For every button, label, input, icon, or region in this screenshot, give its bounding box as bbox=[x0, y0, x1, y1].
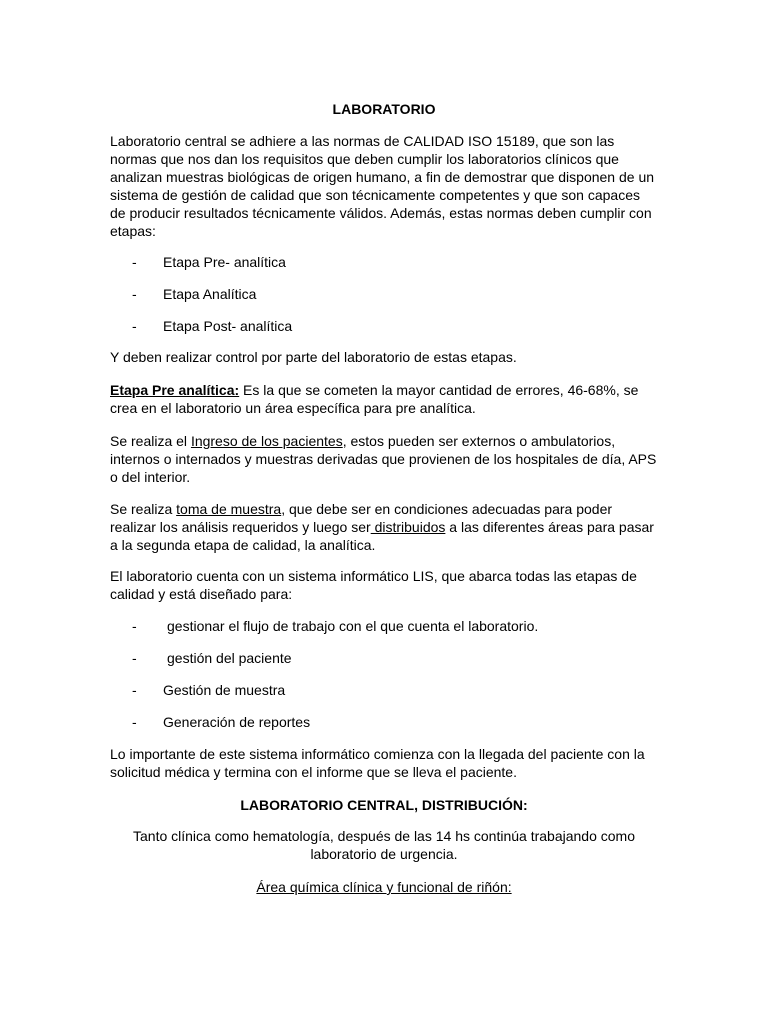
importante-paragraph: Lo importante de este sistema informático comienza con la llegada del paciente con la solicitud médica y termina con el informe que se lleva el paciente. bbox=[110, 746, 645, 780]
pre-analitica-text: Es la que se cometen la mayor cantidad de errores, 46-68%, se crea en el laboratorio un área específica para pre analítica. bbox=[110, 382, 639, 416]
list-item: Etapa Post- analítica bbox=[163, 318, 293, 334]
toma-text-end: a las diferentes áreas para pasar a la segunda etapa de calidad, la analítica. bbox=[110, 519, 654, 553]
list-item: gestionar el flujo de trabajo con el que cuenta el laboratorio. bbox=[167, 618, 539, 634]
list-item: Etapa Analítica bbox=[163, 286, 257, 302]
list-bullet: - bbox=[132, 682, 137, 698]
section-subtitle: Área química clínica y funcional de riñón: bbox=[256, 879, 512, 895]
list-item: gestión del paciente bbox=[167, 650, 292, 666]
list-item: Generación de reportes bbox=[163, 714, 311, 730]
ingreso-underlined: Ingreso de los pacientes bbox=[190, 433, 343, 449]
section-paragraph: Tanto clínica como hematología, después de las 14 hs continúa trabajando como laboratorio de urgencia. bbox=[133, 828, 635, 862]
toma-text-mid: , que debe ser en condiciones adecuadas para poder realizar los análisis requeridos y luego ser bbox=[110, 501, 613, 535]
page-title: LABORATORIO bbox=[332, 101, 436, 117]
toma-paragraph bbox=[110, 500, 658, 554]
toma-underlined: toma de muestra bbox=[176, 501, 282, 517]
distribuidos-underlined: distribuidos bbox=[370, 519, 446, 535]
ingreso-text-end: , estos pueden ser externos o ambulatorios, internos o internados y muestras derivadas que provienen de los hospitales de día, APS o del interior. bbox=[110, 433, 657, 485]
section-title: LABORATORIO CENTRAL, DISTRIBUCIÓN: bbox=[240, 797, 528, 813]
pre-analitica-paragraph bbox=[110, 381, 658, 417]
intro-paragraph: Laboratorio central se adhiere a las normas de CALIDAD ISO 15189, que son las normas que nos dan los requisitos que deben cumplir los laboratorios clínicos que analizan muestras biológicas de origen humano, a fin de demostrar que disponen de un sistema de gestión de calidad que son técnicamente competentes y que son capaces de producir resultados técnicamente válidos. Además, estas normas deben cumplir con etapas: bbox=[110, 133, 655, 239]
pre-analitica-label: Etapa Pre analítica: bbox=[110, 382, 240, 398]
ingreso-text-start: Se realiza el bbox=[110, 433, 191, 449]
list-bullet: - bbox=[132, 714, 137, 730]
list-bullet: - bbox=[132, 286, 137, 302]
lis-paragraph: El laboratorio cuenta con un sistema informático LIS, que abarca todas las etapas de calidad y está diseñado para: bbox=[110, 568, 637, 602]
list-bullet: - bbox=[132, 650, 137, 666]
list-bullet: - bbox=[132, 618, 137, 634]
toma-text-start: Se realiza bbox=[110, 501, 177, 517]
list-bullet: - bbox=[132, 254, 137, 270]
list-item: Gestión de muestra bbox=[163, 682, 286, 698]
list-bullet: - bbox=[132, 318, 137, 334]
control-paragraph: Y deben realizar control por parte del laboratorio de estas etapas. bbox=[110, 349, 517, 365]
ingreso-paragraph bbox=[110, 432, 658, 486]
list-item: Etapa Pre- analítica bbox=[163, 254, 286, 270]
